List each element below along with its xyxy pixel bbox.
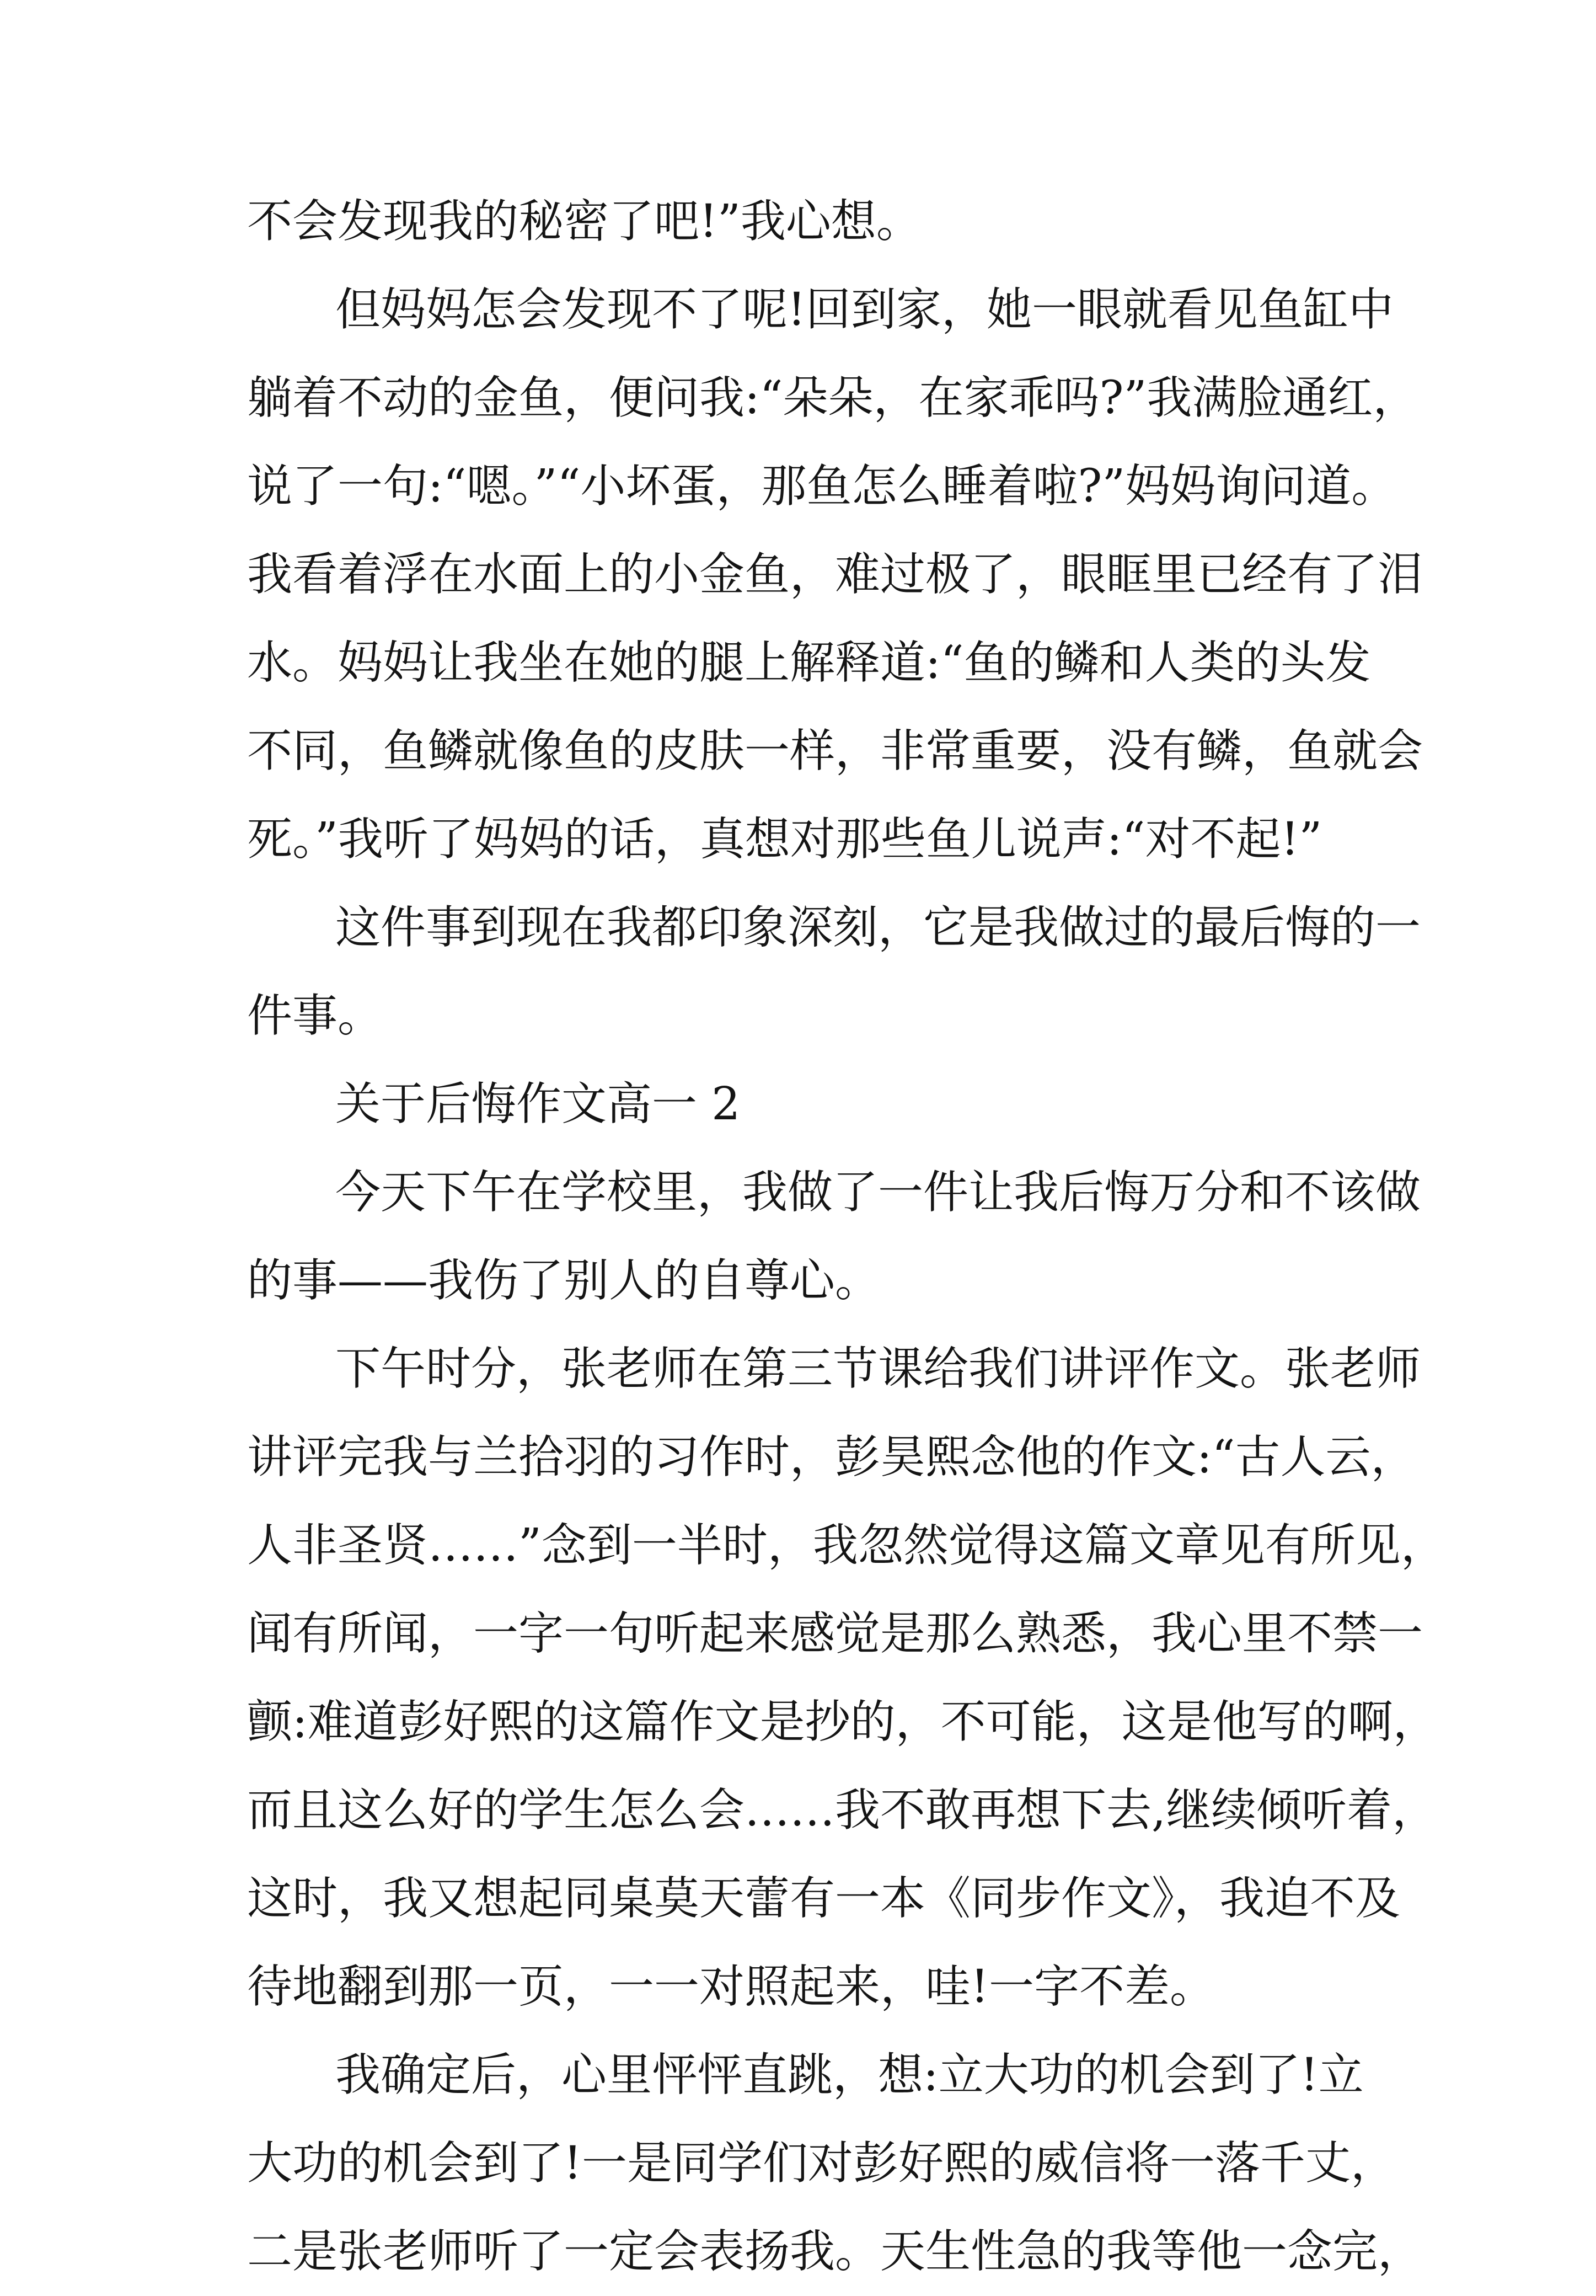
paragraph-6 <box>247 1325 1446 2031</box>
text-line: 但妈妈怎会发现不了呢!回到家，她一眼就看见鱼缸中 <box>335 284 1394 336</box>
text-line: 而且这么好的学生怎么会……我不敢再想下去,继续倾听着， <box>247 1784 1438 1836</box>
text-line: 的事——我伤了别人的自尊心。 <box>247 1254 881 1307</box>
text-line: 今天下午在学校里，我做了一件让我后悔万分和不该做 <box>335 1166 1421 1219</box>
text-line: 下午时分，张老师在第三节课给我们讲评作文。张老师 <box>335 1343 1421 1395</box>
text-line: 这件事到现在我都印象深刻，它是我做过的最后悔的一 <box>335 901 1421 954</box>
text-line: 颤:难道彭好熙的这篇作文是抄的，不可能，这是他写的啊， <box>247 1696 1438 1748</box>
section-heading <box>247 1060 1405 1149</box>
text-line: 大功的机会到了!一是同学们对彭好熙的威信将一落千丈， <box>247 2137 1396 2190</box>
paragraph-2 <box>247 266 1423 884</box>
text-line: 死。”我听了妈妈的话，真想对那些鱼儿说声:“对不起!” <box>247 813 1322 866</box>
text-line: 待地翻到那一页，一一对照起来，哇!一字不差。 <box>247 1961 1215 2013</box>
text-line: 水。妈妈让我坐在她的腿上解释道:“鱼的鳞和人类的头发 <box>247 637 1371 689</box>
paragraph-3 <box>247 884 1421 1060</box>
text-line: 件事。 <box>247 990 383 1042</box>
text-line: 讲评完我与兰拾羽的习作时，彭昊熙念他的作文:“古人云， <box>247 1431 1416 1483</box>
text-line: 闻有所闻，一字一句听起来感觉是那么熟悉，我心里不禁一 <box>247 1608 1423 1660</box>
text-line: 不同，鱼鳞就像鱼的皮肤一样，非常重要，没有鳞，鱼就会 <box>247 725 1423 777</box>
text-line: 我确定后，心里怦怦直跳，想:立大功的机会到了!立 <box>335 2049 1364 2101</box>
text-line: 躺着不动的金鱼，便问我:“朵朵，在家乖吗?”我满脸通红， <box>247 372 1418 424</box>
text-line: 说了一句:“嗯。”“小坏蛋，那鱼怎么睡着啦?”妈妈询问道。 <box>247 460 1397 512</box>
text-line: 不会发现我的秘密了吧!”我心想。 <box>247 195 922 248</box>
paragraph-7 <box>247 2031 1423 2296</box>
text-line: 二是张老师听了一定会表扬我。天生性急的我等他一念完， <box>247 2225 1423 2278</box>
text-line: 这时，我又想起同桌莫天蕾有一本《同步作文》，我迫不及 <box>247 1872 1401 1925</box>
paragraph-1 <box>247 178 1405 266</box>
text-line: 人非圣贤……”念到一半时，我忽然觉得这篇文章见有所见， <box>247 1519 1446 1572</box>
text-line: 我看着浮在水面上的小金鱼，难过极了，眼眶里已经有了泪 <box>247 548 1423 601</box>
document-page <box>247 178 1446 2296</box>
paragraph-5 <box>247 1149 1421 1325</box>
heading-text: 关于后悔作文高一 2 <box>335 1078 741 1130</box>
